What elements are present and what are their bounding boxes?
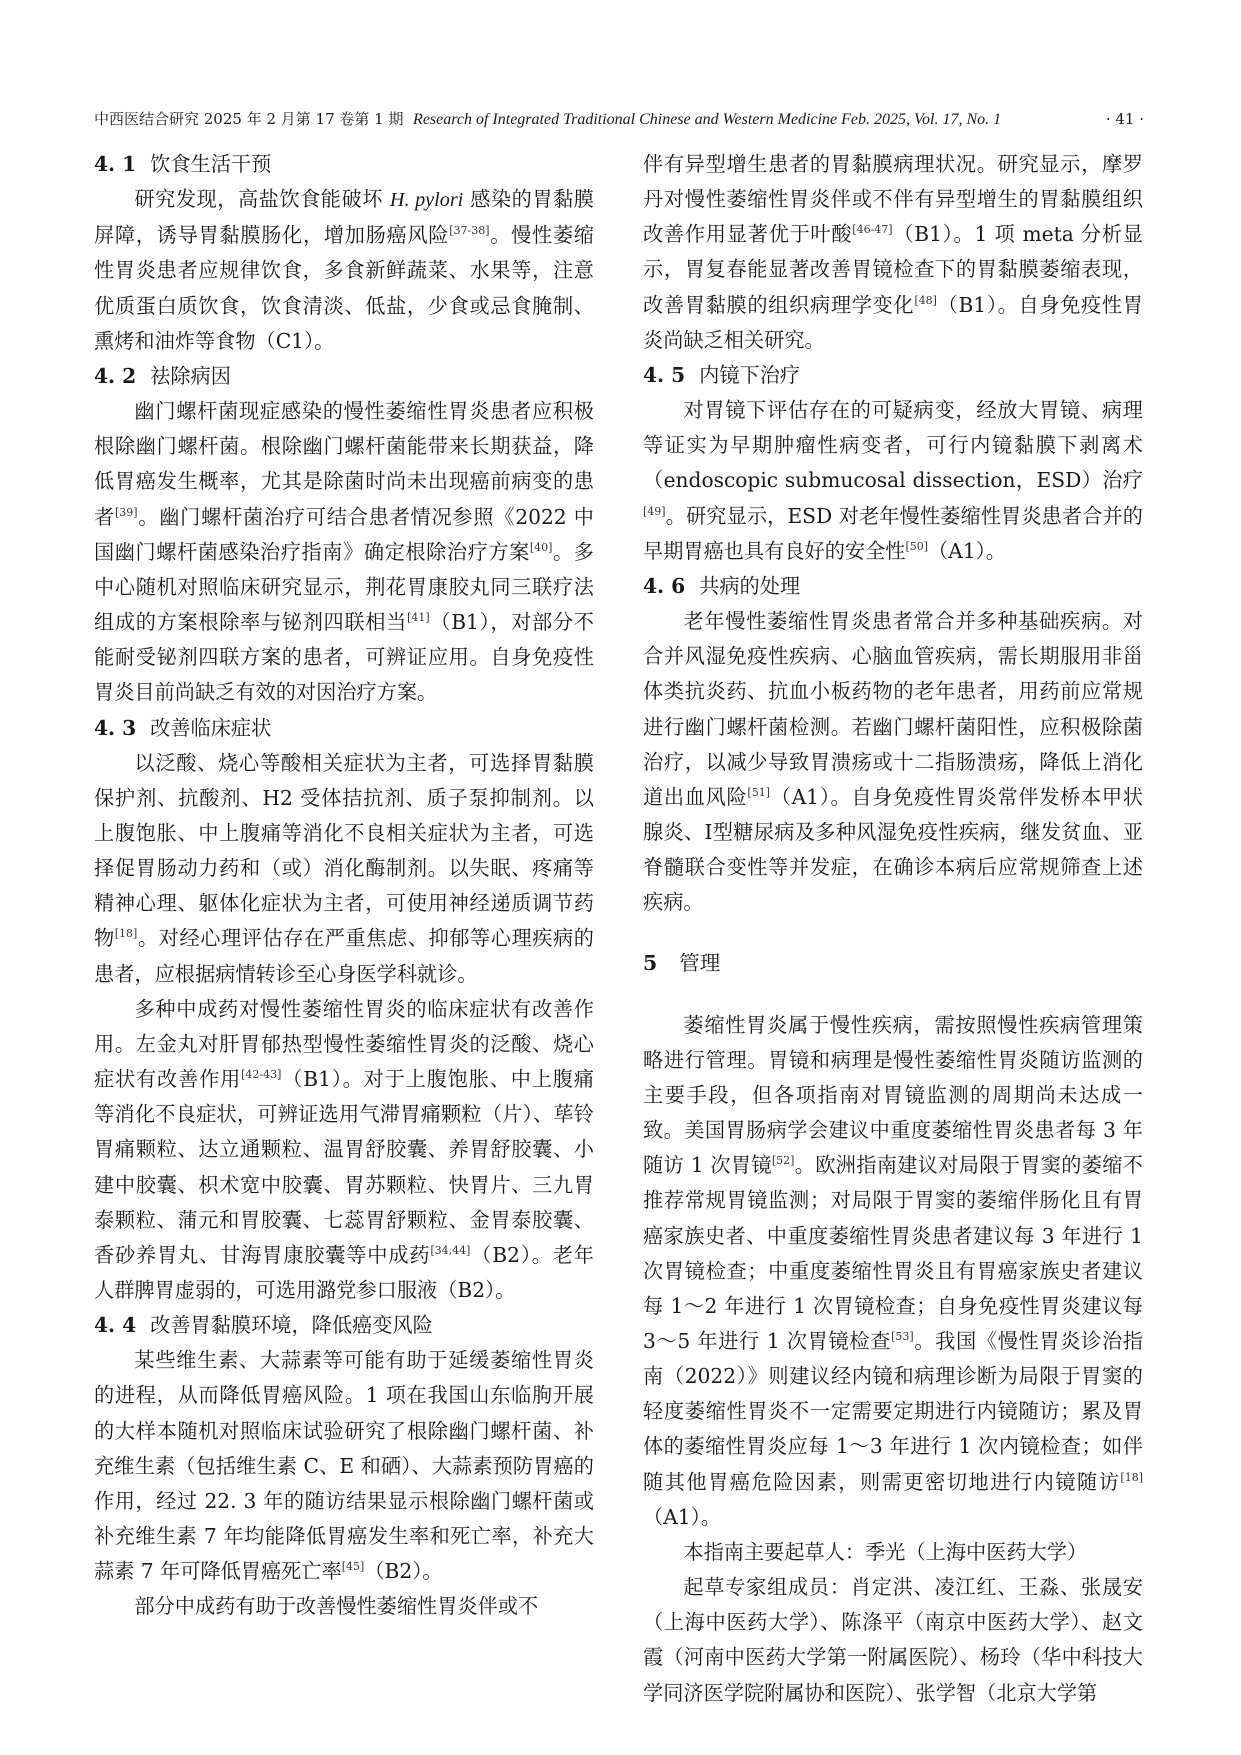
citation-ref: [52] xyxy=(771,1154,795,1168)
section-title: 改善胃黏膜环境，降低癌变风险 xyxy=(150,1313,433,1338)
citation-ref: [39] xyxy=(114,505,138,519)
citation-ref: [49] xyxy=(643,504,666,518)
citation-ref: [51] xyxy=(747,785,770,799)
paragraph: 幽门螺杆菌现症感染的慢性萎缩性胃炎患者应积极根除幽门螺杆菌。根除幽门螺杆菌能带来长期获益，降低胃癌发生概率，尤其是除菌时尚未出现癌前病变的患者[39]。幽门螺杆菌治疗可结合患者情况参照《2022 中国幽门螺杆菌感染治疗指南》确定根除治疗方案[40]。多中心随机对照临床研究显示，荆花胃康胶丸同三联疗法组成的方案根除率与铋剂四联相当[41]（B1），对部分不能耐受铋剂四联方案的患者，可辨证应用。自身免疫性胃炎目前尚缺乏有效的对因治疗方案。 xyxy=(94,399,594,705)
section-title: 饮食生活干预 xyxy=(150,152,272,176)
drafting-committee: 起草专家组成员：肖定洪、凌江红、王淼、张晟安（上海中医药大学）、陈涤平（南京中医药大学）、赵文霞（河南中医药大学第一附属医院）、杨玲（华中科技大学同济医学院附属协和医院）、张学智（北京大学第 xyxy=(643,1575,1143,1705)
section-4-6-heading xyxy=(643,569,1143,604)
section-number: 4. 1 xyxy=(94,152,137,176)
citation-ref: [18] xyxy=(114,927,138,941)
citation-ref: [41] xyxy=(407,611,430,625)
species-name: H. pylori xyxy=(389,189,464,212)
section-number: 4. 2 xyxy=(94,363,137,388)
drafter-statement: 本指南主要起草人：季光（上海中医药大学） xyxy=(683,1539,1088,1564)
section-number: 4. 5 xyxy=(643,362,686,387)
citation-ref: [46-47] xyxy=(852,223,893,237)
left-column xyxy=(94,147,594,1625)
journal-name-en: Research of Integrated Traditional Chinese and Western Medicine Feb. 2025, Vol. 17, No. 1 xyxy=(413,111,1002,128)
section-number: 5 xyxy=(643,951,658,976)
paragraph-continued: 伴有异型增生患者的胃黏膜病理状况。研究显示，摩罗丹对慢性萎缩性胃炎伴或不伴有异型增生的胃黏膜组织改善作用显著优于叶酸[46-47]（B1）。1 项 meta 分析显示，胃复春能显著改善胃镜检查下的胃黏膜萎缩表现，改善胃黏膜的组织病理学变化[48]（B1）。自身免疫性胃炎尚缺乏相关研究。 xyxy=(643,152,1143,352)
section-4-5-heading xyxy=(643,358,1143,393)
paragraph: 研究发现，高盐饮食能破坏 H. pylori 感染的胃黏膜屏障，诱导胃黏膜肠化，增加肠癌风险[37-38]。慢性萎缩性胃炎患者应规律饮食，多食新鲜蔬菜、水果等，注意优质蛋白质饮食，饮食清淡、低盐，少食或忌食腌制、熏烤和油炸等食物（C1）。 xyxy=(94,187,594,353)
paragraph: 某些维生素、大蒜素等可能有助于延缓萎缩性胃炎的进程，从而降低胃癌风险。1 项在我国山东临朐开展的大样本随机对照临床试验研究了根除幽门螺杆菌、补充维生素（包括维生素 C、E 和硒）、大蒜素预防胃癌的作用，经过 22. 3 年的随访结果显示根除幽门螺杆菌或补充维生素 7 年均能降低胃癌发生率和死亡率，补充大蒜素 7 年可降低胃癌死亡率[45]（B2）。 xyxy=(94,1348,594,1584)
section-4-2-heading xyxy=(94,359,594,394)
section-4-1-heading xyxy=(94,147,594,182)
journal-citation xyxy=(94,106,1001,132)
section-title: 共病的处理 xyxy=(699,573,801,598)
section-title: 管理 xyxy=(679,951,721,976)
citation-ref: [45] xyxy=(341,1560,365,1574)
citation-ref: [53] xyxy=(891,1330,914,1343)
paragraph: 对胃镜下评估存在的可疑病变，经放大胃镜、病理等证实为早期肿瘤性病变者，可行内镜黏膜下剥离术（endoscopic submucosal dissection，ESD）治疗[49]。研究显示，ESD 对老年慢性萎缩性胃炎患者合并的早期胃癌也具有良好的安全性[50]（A1）。 xyxy=(643,398,1143,563)
section-title: 内镜下治疗 xyxy=(699,362,801,387)
citation-ref: [40] xyxy=(529,540,553,554)
citation-ref: [48] xyxy=(914,293,937,307)
section-4-4-heading xyxy=(94,1308,594,1343)
section-number: 4. 3 xyxy=(94,715,137,740)
page-number: · 41 · xyxy=(1105,110,1144,128)
citation-ref: [34,44] xyxy=(430,1243,471,1257)
paragraph: 以泛酸、烧心等酸相关症状为主者，可选择胃黏膜保护剂、抗酸剂、H2 受体拮抗剂、质子泵抑制剂。以上腹饱胀、中上腹痛等消化不良相关症状为主者，可选择促胃肠动力药和（或）消化酶制剂。以失眠、疼痛等精神心理、躯体化症状为主者，可使用神经递质调节药物[18]。对经心理评估存在严重焦虑、抑郁等心理疾病的患者，应根据病情转诊至心身医学科就诊。 xyxy=(94,750,594,986)
paragraph: 部分中成药有助于改善慢性萎缩性胃炎伴或不 xyxy=(134,1594,539,1619)
right-column xyxy=(643,147,1143,1711)
running-header xyxy=(94,106,1144,132)
section-number: 4. 6 xyxy=(643,573,686,598)
citation-ref: [37-38] xyxy=(449,224,490,238)
paragraph: 多种中成药对慢性萎缩性胃炎的临床症状有改善作用。左金丸对肝胃郁热型慢性萎缩性胃炎的泛酸、烧心症状有改善作用[42-43]（B1）。对于上腹饱胀、中上腹痛等消化不良症状，可辨证选用气滞胃痛颗粒（片）、荜铃胃痛颗粒、达立通颗粒、温胃舒胶囊、养胃舒胶囊、小建中胶囊、枳术宽中胶囊、胃苏颗粒、快胃片、三九胃泰颗粒、蒲元和胃胶囊、七蕊胃舒颗粒、金胃泰胶囊、香砂养胃丸、甘海胃康胶囊等中成药[34,44]（B2）。老年人群脾胃虚弱的，可选用潞党参口服液（B2）。 xyxy=(94,996,594,1302)
paragraph: 萎缩性胃炎属于慢性疾病，需按照慢性疾病管理策略进行管理。胃镜和病理是慢性萎缩性胃炎随访监测的主要手段，但各项指南对胃镜监测的周期尚未达成一致。美国胃肠病学会建议中重度萎缩性胃炎患者每 3 年随访 1 次胃镜[52]。欧洲指南建议对局限于胃窦的萎缩不推荐常规胃镜监测；对局限于胃窦的萎缩伴肠化且有胃癌家族史者、中重度萎缩性胃炎患者建议每 3 年进行 1 次胃镜检查；中重度萎缩性胃炎且有胃癌家族史者建议每 1～2 年进行 1 次胃镜检查；自身免疫性胃炎建议每 3～5 年进行 1 次胃镜检查[53]。我国《慢性胃炎诊治指南（2022）》则建议经内镜和病理诊断为局限于胃窦的轻度萎缩性胃炎不一定需要定期进行内镜随访；累及胃体的萎缩性胃炎应每 1～3 年进行 1 次内镜检查；如伴随其他胃癌危险因素，则需更密切地进行内镜随访[18]（A1）。 xyxy=(643,1012,1143,1529)
citation-ref: [42-43] xyxy=(241,1068,282,1082)
section-title: 改善临床症状 xyxy=(150,715,272,740)
section-title: 祛除病因 xyxy=(150,363,231,388)
section-number: 4. 4 xyxy=(94,1313,137,1338)
section-4-3-heading xyxy=(94,711,594,746)
journal-name-cn: 中西医结合研究 2025 年 2 月第 17 卷第 1 期 xyxy=(94,110,404,128)
paragraph: 老年慢性萎缩性胃炎患者常合并多种基础疾病。对合并风湿免疫性疾病、心脑血管疾病，需长期服用非甾体类抗炎药、抗血小板药物的老年患者，用药前应常规进行幽门螺杆菌检测。若幽门螺杆菌阳性，应积极除菌治疗，以减少导致胃溃疡或十二指肠溃疡，降低上消化道出血风险[51]（A1）。自身免疫性胃炎常伴发桥本甲状腺炎、Ⅰ型糖尿病及多种风湿免疫性疾病，继发贫血、亚脊髓联合变性等并发症，在确诊本病后应常规筛查上述疾病。 xyxy=(643,609,1143,915)
citation-ref: [50] xyxy=(905,539,929,553)
citation-ref: [18] xyxy=(1120,1470,1143,1484)
section-5-heading xyxy=(643,946,1143,981)
